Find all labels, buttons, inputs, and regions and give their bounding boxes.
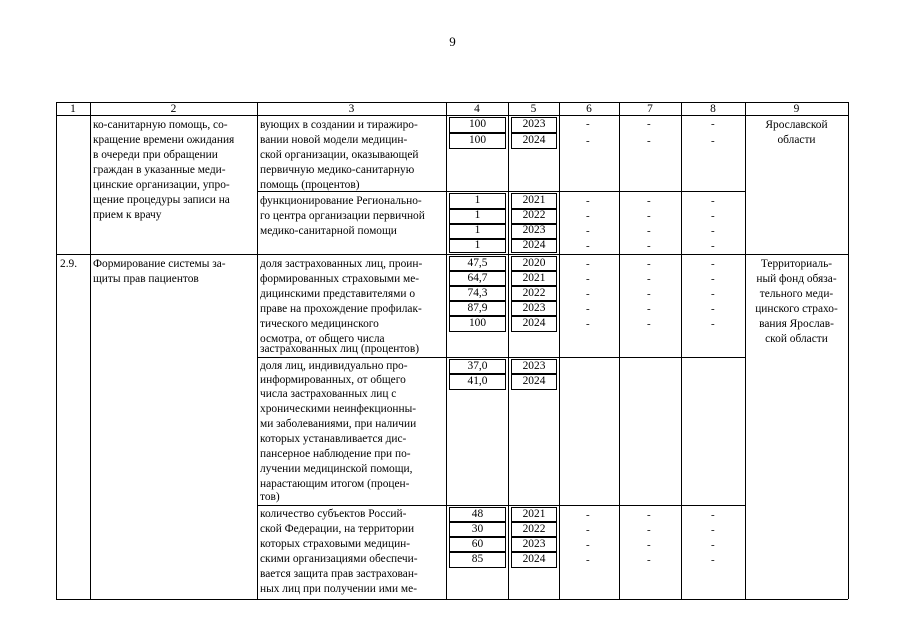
target-value: 64,7 (467, 272, 488, 284)
dash: - (647, 318, 651, 330)
dash: - (711, 135, 715, 147)
target-value: 37,0 (467, 360, 488, 372)
measure-title: Формирование системы за- (93, 258, 226, 270)
dash: - (711, 240, 715, 252)
col-header-5: 5 (530, 103, 537, 115)
col-header-1: 1 (70, 103, 76, 115)
dash: - (711, 318, 715, 330)
text-line: застрахованных лиц (процентов) (260, 343, 420, 355)
dash: - (586, 524, 590, 536)
dash: - (586, 554, 590, 566)
target-year: 2023 (522, 118, 546, 130)
text-line: функционирование Регионально- (260, 195, 422, 207)
dash: - (586, 273, 590, 285)
target-year: 2024 (522, 134, 546, 146)
col-header-8: 8 (710, 103, 716, 115)
text-line: го центра организации первичной (260, 210, 425, 222)
target-value: 30 (471, 523, 484, 535)
target-year: 2024 (522, 239, 546, 251)
text-line: праве на прохождение профилак- (260, 303, 422, 315)
target-year: 2024 (522, 553, 546, 565)
dash: - (586, 318, 590, 330)
responsible-org-continued: области (777, 134, 816, 146)
target-year: 2022 (522, 209, 546, 221)
text-line: которых страховыми медицин- (260, 538, 411, 550)
dash: - (586, 225, 590, 237)
target-year: 2023 (522, 538, 546, 550)
text-line: тов) (260, 491, 280, 503)
text-line: хроническими неинфекционны- (260, 403, 417, 415)
target-value: 100 (468, 317, 487, 329)
dash: - (586, 210, 590, 222)
dash: - (711, 303, 715, 315)
target-value: 85 (471, 553, 484, 565)
target-year: 2024 (522, 317, 546, 329)
text-line: доля застрахованных лиц, проин- (260, 258, 423, 270)
target-year: 2021 (522, 272, 546, 284)
target-year: 2020 (522, 257, 546, 269)
dash: - (711, 210, 715, 222)
text-line: дицинскими представителями о (260, 288, 416, 300)
text-line: ко-санитарную помощь, со- (93, 119, 228, 131)
dash: - (647, 303, 651, 315)
dash: - (586, 258, 590, 270)
dash: - (711, 273, 715, 285)
dash: - (647, 118, 651, 130)
dash: - (711, 288, 715, 300)
text-line: вующих в создании и тиражиро- (260, 119, 418, 131)
text-line: граждан в указанные меди- (93, 164, 226, 176)
text-line: формированных страховыми ме- (260, 273, 420, 285)
row-number: 2.9. (60, 258, 78, 270)
target-value: 1 (474, 224, 481, 236)
text-line: первичную медико-санитарную (260, 164, 415, 176)
dash: - (586, 135, 590, 147)
target-year: 2024 (522, 375, 546, 387)
target-year: 2022 (522, 287, 546, 299)
dash: - (711, 539, 715, 551)
dash: - (647, 273, 651, 285)
measure-title: щиты прав пациентов (93, 273, 199, 285)
col-header-9: 9 (793, 103, 800, 115)
dash: - (586, 195, 590, 207)
dash: - (647, 240, 651, 252)
dash: - (647, 258, 651, 270)
col-header-4: 4 (474, 103, 480, 115)
text-line: тельного меди- (759, 288, 834, 300)
dash: - (647, 225, 651, 237)
dash: - (647, 210, 651, 222)
col-header-6: 6 (586, 103, 592, 115)
dash: - (647, 509, 651, 521)
dash: - (711, 225, 715, 237)
text-line: ской области (765, 333, 828, 345)
text-line: прием к врачу (93, 209, 162, 221)
target-value: 47,5 (467, 257, 488, 269)
text-line: количество субъектов Россий- (260, 508, 407, 520)
text-line: щение процедуры записи на (93, 194, 230, 206)
text-line: вания Ярослав- (759, 318, 834, 330)
text-line: нарастающим итогом (процен- (260, 478, 410, 490)
text-line: пансерное наблюдение при по- (260, 448, 411, 460)
text-line: кращение времени ожидания (93, 134, 235, 146)
target-value: 41,0 (467, 375, 488, 387)
dash: - (647, 524, 651, 536)
text-line: вании новой модели медицин- (260, 134, 408, 146)
text-line: скими организациями обеспечи- (260, 553, 418, 565)
page-number: 9 (449, 34, 456, 49)
col-header-7: 7 (647, 103, 653, 115)
dash: - (711, 118, 715, 130)
indicator-table (56, 102, 848, 599)
text-line: числа застрахованных лиц с (260, 388, 397, 400)
target-value: 100 (468, 134, 487, 146)
text-line: ми заболеваниями, при наличии (260, 418, 417, 430)
target-year: 2023 (522, 302, 546, 314)
text-line: Территориаль- (760, 258, 833, 270)
text-line: лучении медицинской помощи, (260, 463, 413, 475)
text-line: осмотра, от общего числа (260, 333, 385, 345)
dash: - (586, 539, 590, 551)
text-line: которых устанавливается дис- (260, 433, 407, 445)
text-line: ный фонд обяза- (756, 273, 837, 285)
dash: - (586, 303, 590, 315)
dash: - (586, 118, 590, 130)
text-line: ской организации, оказывающей (260, 149, 419, 161)
target-value: 1 (474, 209, 481, 221)
responsible-org-continued: Ярославской (765, 119, 828, 131)
target-value: 100 (468, 118, 487, 130)
target-value: 87,9 (467, 302, 488, 314)
target-year: 2022 (522, 523, 546, 535)
dash: - (586, 240, 590, 252)
target-value: 1 (474, 194, 481, 206)
target-year: 2023 (522, 360, 546, 372)
target-value: 74,3 (467, 287, 488, 299)
text-line: ской Федерации, на территории (260, 523, 415, 535)
col-header-2: 2 (170, 103, 177, 115)
text-line: медико-санитарной помощи (260, 225, 397, 237)
target-year: 2021 (522, 194, 546, 206)
dash: - (711, 524, 715, 536)
dash: - (711, 509, 715, 521)
text-line: вается защита прав застрахован- (260, 568, 418, 580)
dash: - (586, 288, 590, 300)
dash: - (711, 195, 715, 207)
target-value: 1 (474, 239, 481, 251)
dash: - (647, 539, 651, 551)
col-header-3: 3 (348, 103, 355, 115)
target-year: 2021 (522, 508, 546, 520)
text-line: доля лиц, индивидуально про- (260, 360, 408, 372)
text-line: информированных, от общего (260, 374, 406, 386)
target-value: 60 (471, 538, 484, 550)
text-line: ных лиц при получении ими ме- (260, 583, 417, 595)
text-line: помощь (процентов) (260, 179, 360, 191)
dash: - (647, 135, 651, 147)
target-year: 2023 (522, 224, 546, 236)
dash: - (711, 258, 715, 270)
dash: - (647, 195, 651, 207)
text-line: тического медицинского (260, 318, 379, 330)
dash: - (647, 554, 651, 566)
dash: - (711, 554, 715, 566)
text-line: цинского страхо- (755, 303, 838, 315)
text-line: в очереди при обращении (93, 149, 218, 161)
dash: - (586, 509, 590, 521)
dash: - (647, 288, 651, 300)
target-value: 48 (471, 508, 484, 520)
text-line: цинские организации, упро- (93, 179, 230, 191)
